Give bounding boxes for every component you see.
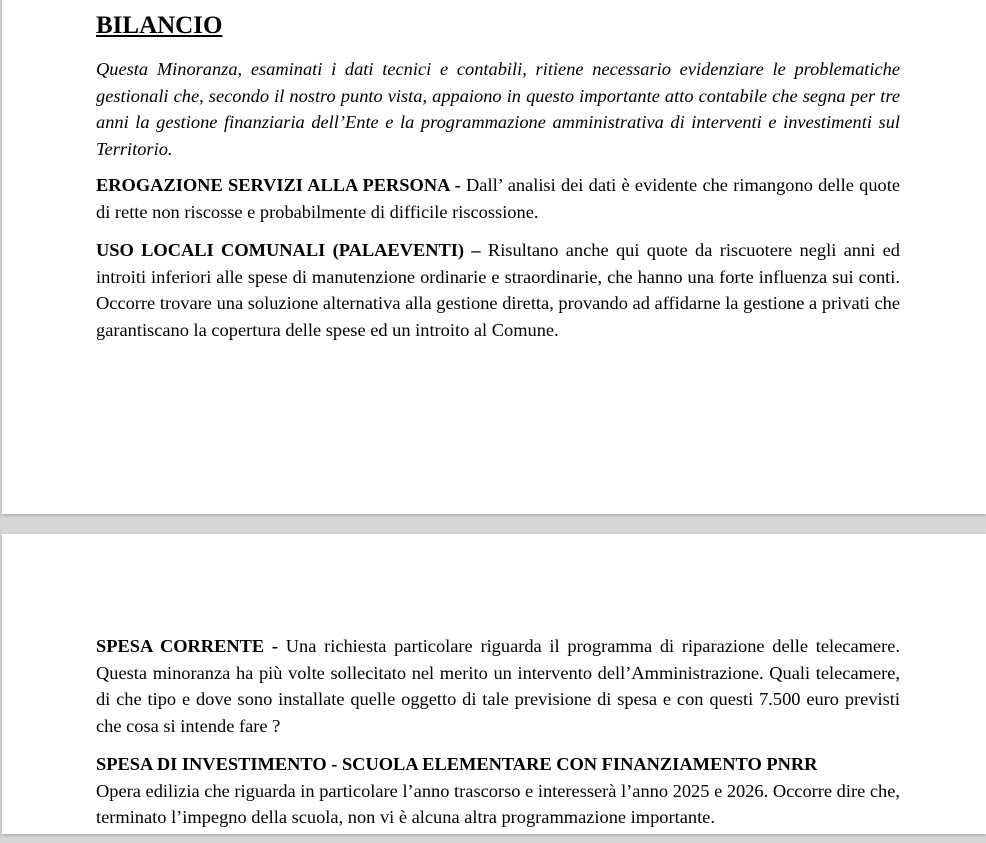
intro-paragraph: Questa Minoranza, esaminati i dati tecnici e contabili, ritiene necessario evidenziare le problematiche gestionali che, secondo il nostro punto vista, appaiono in questo importante atto contabile che segna per tre anni la gestione finanziaria dell’Ente e la programmazione amministrativa di interventi e investimenti sul Territorio. — [96, 59, 900, 159]
heading-spesa-corrente: SPESA CORRENTE - — [96, 636, 286, 656]
page-2-content — [96, 633, 900, 843]
document-page-1 — [2, 0, 986, 514]
text-uso-locali: Risultano anche qui quote da riscuotere negli anni ed introiti inferiori alle spese di manutenzione ordinarie e straordinarie, che hanno una forte influenza sui conti. Occorre trovare una soluzione alternativa alla gestione diretta, provando ad affidarne la gestione a privati che garantiscano la copertura delle spese ed un introito al Comune. — [96, 240, 900, 340]
heading-erogazione-servizi: EROGAZIONE SERVIZI ALLA PERSONA - — [96, 175, 467, 195]
text-spesa-corrente: Una richiesta particolare riguarda il programma di riparazione delle telecamere. Questa minoranza ha più volte sollecitato nel merito un intervento dell’Amministrazione. Quali telecamere, di che tipo e dove sono installate quelle oggetto di tale previsione di spesa e con questi 7.500 euro previsti che cosa si intende fare ? — [96, 636, 900, 736]
section-title: BILANCIO — [96, 12, 223, 39]
paragraph-uso-locali — [96, 237, 900, 343]
heading-spesa-investimento: SPESA DI INVESTIMENTO - SCUOLA ELEMENTARE CON FINANZIAMENTO PNRR — [96, 754, 818, 774]
page-1-content — [96, 10, 900, 355]
text-erogazione-servizi: Dall’ analisi dei dati è evidente che rimangono delle quote di rette non riscosse e probabilmente di difficile riscossione. — [96, 175, 900, 222]
paragraph-spesa-corrente — [96, 633, 900, 739]
text-spesa-investimento: Opera edilizia che riguarda in particolare l’anno trascorso e interesserà l’anno 2025 e 2026. Occorre dire che, terminato l’impegno della scuola, non vi è alcuna altra programmazione importante. — [96, 780, 900, 827]
document-page-2 — [2, 534, 986, 834]
heading-uso-locali: USO LOCALI COMUNALI (PALAEVENTI) – — [96, 240, 488, 260]
paragraph-erogazione-servizi — [96, 172, 900, 225]
